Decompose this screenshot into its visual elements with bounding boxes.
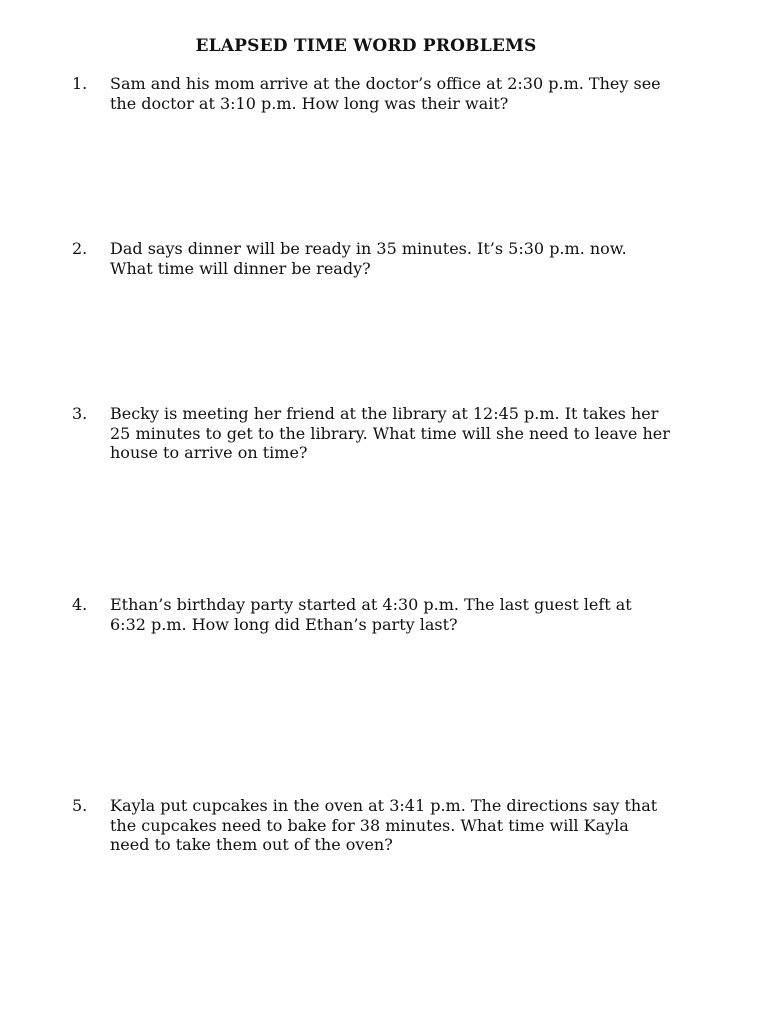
problem-text: Sam and his mom arrive at the doctor’s office at 2:30 p.m. They see the doctor at 3:10 p.m. How long was their wait?: [110, 74, 661, 113]
problem-number: 5.: [72, 796, 88, 815]
problem-number: 4.: [72, 595, 88, 614]
problem-number: 1.: [72, 74, 88, 93]
problem-text: Kayla put cupcakes in the oven at 3:41 p.m. The directions say that the cupcakes need to bake for 38 minutes. What time will Kayla need to take them out of the oven?: [110, 796, 658, 854]
problem-text: Becky is meeting her friend at the library at 12:45 p.m. It takes her 25 minutes to get to the library. What time will she need to leave her house to arrive on time?: [110, 404, 670, 462]
problem-3: [72, 404, 672, 463]
problem-text: Ethan’s birthday party started at 4:30 p.m. The last guest left at 6:32 p.m. How long did Ethan’s party last?: [110, 595, 632, 634]
problem-1: [72, 74, 672, 113]
problem-number: 3.: [72, 404, 88, 423]
problem-number: 2.: [72, 239, 88, 258]
problem-2: [72, 239, 672, 278]
problem-4: [72, 595, 672, 634]
problem-text: Dad says dinner will be ready in 35 minutes. It’s 5:30 p.m. now. What time will dinner be ready?: [110, 239, 627, 278]
problem-5: [72, 796, 672, 855]
page-title: ELAPSED TIME WORD PROBLEMS: [195, 36, 537, 56]
